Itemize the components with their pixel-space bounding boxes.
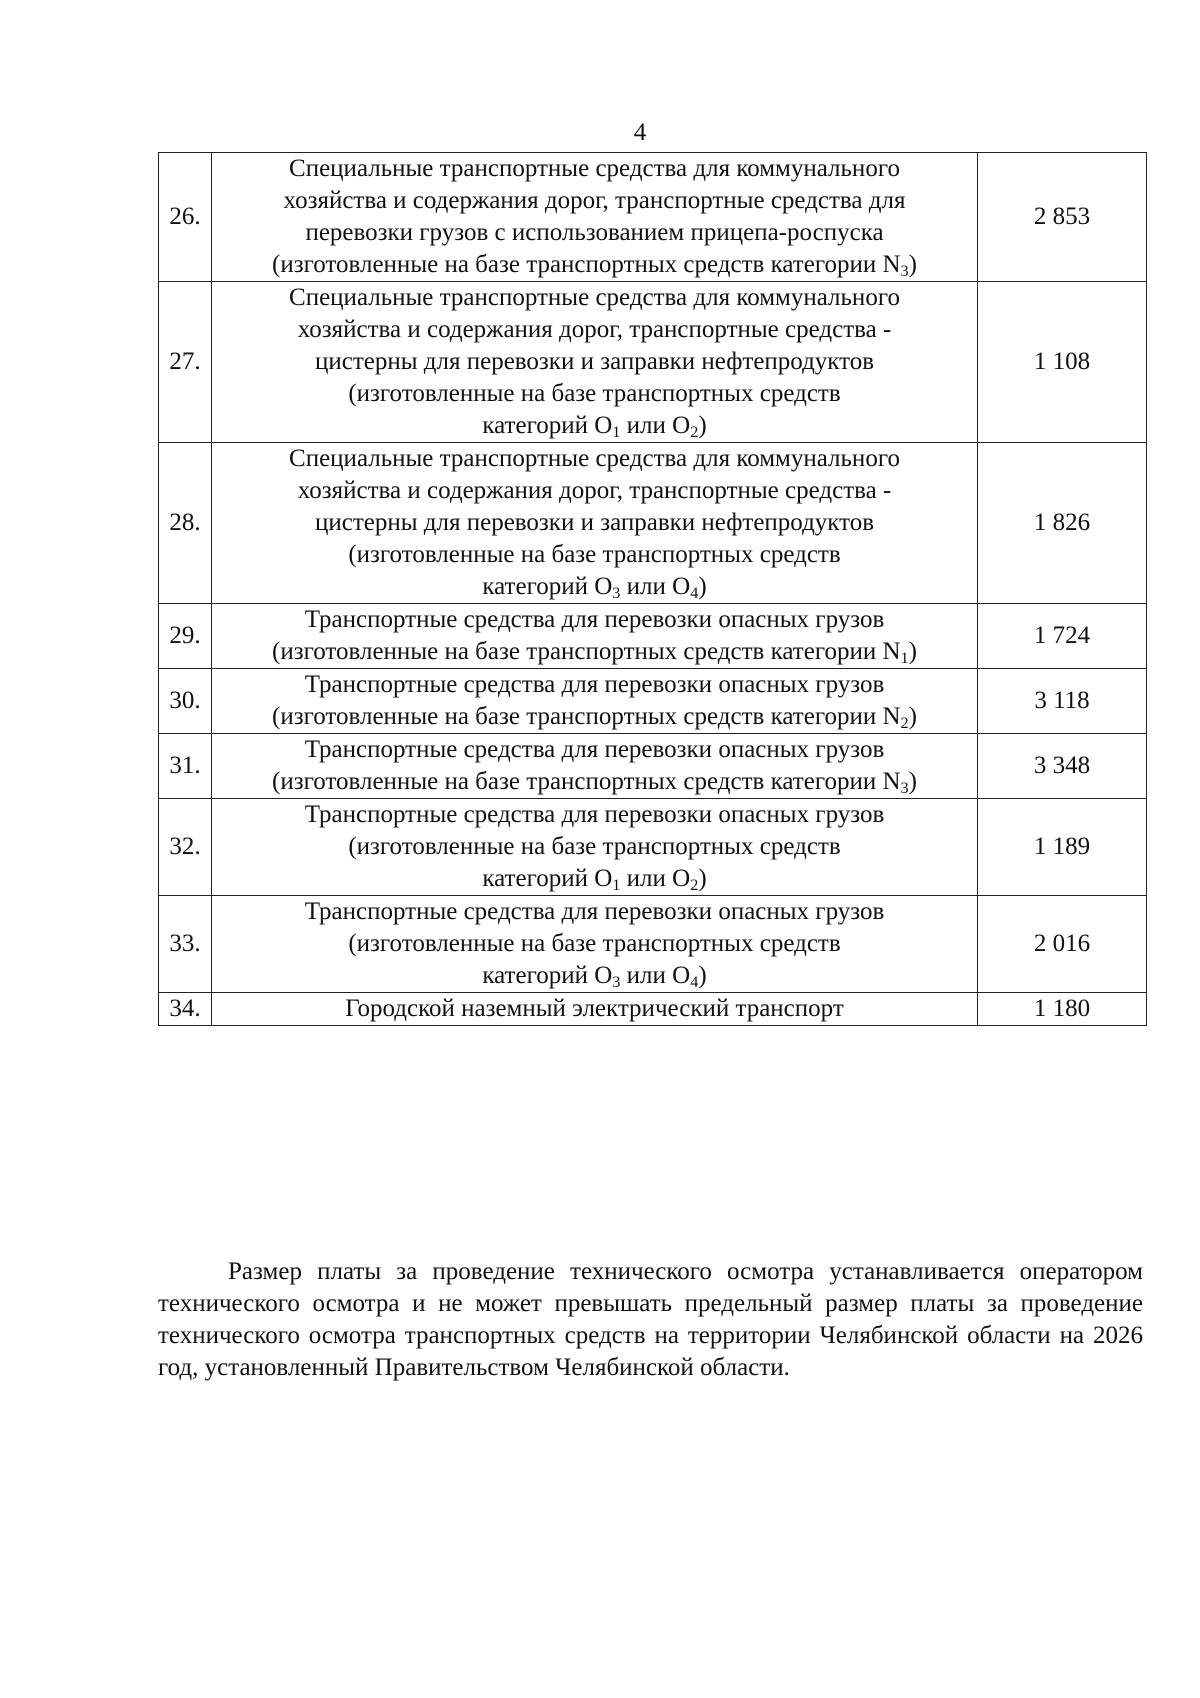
vehicle-category-description: [212, 282, 978, 443]
vehicle-category-description: [212, 669, 978, 734]
vehicle-category-description: [212, 734, 978, 799]
description-line: хозяйства и содержания дорог, транспортные средства для: [283, 187, 906, 214]
row-number: 34.: [159, 993, 212, 1026]
description-line: Специальные транспортные средства для коммунального: [289, 155, 900, 182]
fee-value: 3 118: [978, 669, 1147, 734]
table-row: [159, 799, 1147, 896]
description-line: цистерны для перевозки и заправки нефтепродуктов: [314, 509, 875, 536]
table-row: [159, 993, 1147, 1026]
note-paragraph: [158, 1256, 1143, 1384]
description-line: перевозки грузов с использованием прицепа-роспуска: [305, 219, 884, 246]
description-line: Транспортные средства для перевозки опасных грузов: [304, 606, 885, 633]
fee-value: 2 016: [978, 896, 1147, 993]
table-row: [159, 604, 1147, 669]
vehicle-category-description: [212, 896, 978, 993]
description-line: категорий $O_1$ или $O_2$): [482, 865, 707, 895]
vehicle-category-description: [212, 993, 978, 1026]
description-line: (изготовленные на базе транспортных средств: [348, 833, 841, 860]
row-number: 33.: [159, 896, 212, 993]
description-line: (изготовленные на базе транспортных средств категории $N_2$): [272, 703, 917, 733]
table-row: [159, 443, 1147, 604]
description-line: (изготовленные на базе транспортных средств: [348, 380, 841, 407]
fee-value: 1 180: [978, 993, 1147, 1026]
description-line: категорий $O_3$ или $O_4$): [482, 962, 707, 992]
fee-value: 2 853: [978, 153, 1147, 282]
table-row: [159, 153, 1147, 282]
description-line: Транспортные средства для перевозки опасных грузов: [304, 801, 885, 828]
table-row: [159, 734, 1147, 799]
fee-table-body: [159, 153, 1147, 1026]
description-line: Городской наземный электрический транспорт: [345, 995, 844, 1022]
description-line: категорий $O_3$ или $O_4$): [482, 573, 707, 603]
description-line: хозяйства и содержания дорог, транспортные средства -: [297, 316, 892, 343]
table-row: [159, 896, 1147, 993]
description-line: (изготовленные на базе транспортных средств: [348, 930, 841, 957]
description-line: Транспортные средства для перевозки опасных грузов: [304, 671, 885, 698]
fee-value: 1 189: [978, 799, 1147, 896]
description-line: (изготовленные на базе транспортных средств категории $N_3$): [272, 251, 917, 281]
fee-value: 1 826: [978, 443, 1147, 604]
page-number: 4: [633, 119, 647, 146]
row-number: 28.: [159, 443, 212, 604]
vehicle-category-description: [212, 604, 978, 669]
vehicle-category-description: [212, 153, 978, 282]
description-line: Специальные транспортные средства для коммунального: [289, 445, 900, 472]
table-row: [159, 282, 1147, 443]
note-text: Размер платы за проведение технического осмотра устанавливается оператором технического осмотра и не может превышать предельный размер платы за проведение технического осмотра транспортных средств на территории Челябинской области на 2026 год, установленный Правительством Челябинской области.: [158, 1258, 1143, 1381]
description-line: (изготовленные на базе транспортных средств категории $N_1$): [272, 638, 917, 668]
row-number: 31.: [159, 734, 212, 799]
vehicle-category-description: [212, 799, 978, 896]
description-line: Специальные транспортные средства для коммунального: [289, 284, 900, 311]
description-line: (изготовленные на базе транспортных средств: [348, 541, 841, 568]
row-number: 26.: [159, 153, 212, 282]
description-line: Транспортные средства для перевозки опасных грузов: [304, 736, 885, 763]
vehicle-category-description: [212, 443, 978, 604]
table-row: [159, 669, 1147, 734]
fee-value: 3 348: [978, 734, 1147, 799]
row-number: 30.: [159, 669, 212, 734]
fee-table: [158, 152, 1147, 1026]
description-line: категорий $O_1$ или $O_2$): [482, 412, 707, 442]
description-line: (изготовленные на базе транспортных средств категории $N_3$): [272, 768, 917, 798]
row-number: 32.: [159, 799, 212, 896]
row-number: 27.: [159, 282, 212, 443]
fee-value: 1 724: [978, 604, 1147, 669]
description-line: хозяйства и содержания дорог, транспортные средства -: [297, 477, 892, 504]
description-line: цистерны для перевозки и заправки нефтепродуктов: [314, 348, 875, 375]
fee-value: 1 108: [978, 282, 1147, 443]
row-number: 29.: [159, 604, 212, 669]
description-line: Транспортные средства для перевозки опасных грузов: [304, 898, 885, 925]
